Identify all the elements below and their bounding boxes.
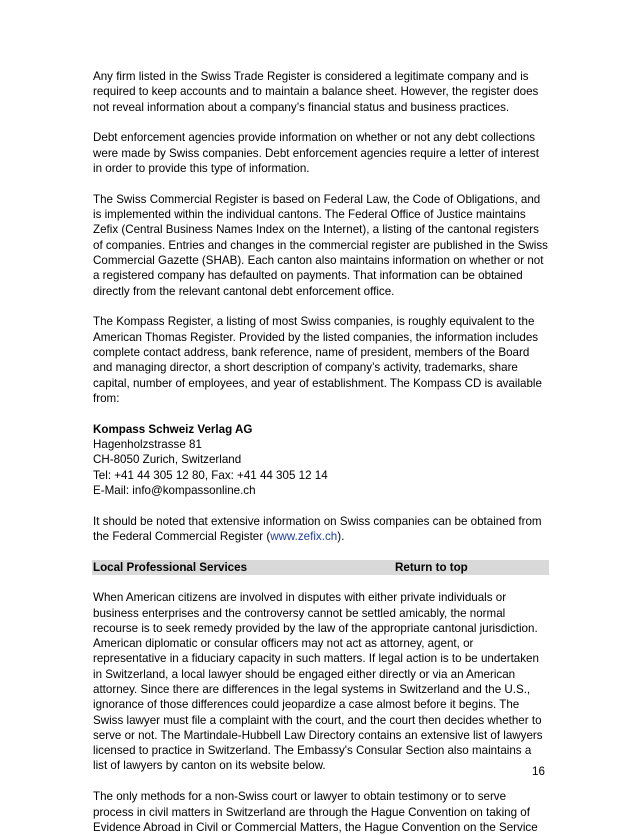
zefix-link[interactable]: www.zefix.ch — [270, 529, 338, 543]
paragraph-line: Any firm listed in the Swiss Trade Register is considered a legitimate company and is — [93, 70, 529, 83]
paragraph-line: business enterprises and the controversy cannot be settled amicably, the normal — [93, 606, 506, 620]
paragraph-line: American diplomatic or consular officers may not act as attorney, agent, or — [93, 637, 474, 651]
paragraph-line: capital, number of employees, and year of establishment. The Kompass CD is available — [93, 376, 542, 390]
paragraph-line: representative in a fiduciary capacity in such matters. If legal action is to be undertaken — [93, 652, 539, 666]
paragraph-line: licensed to practice in Switzerland. The Embassy's Consular Section also maintains a — [93, 744, 532, 758]
paragraph-line: not reveal information about a company’s financial status and business practices. — [93, 100, 510, 114]
paragraph — [93, 69, 546, 115]
address-phone: Tel: +41 44 305 12 80, Fax: +41 44 305 12 14 — [93, 468, 328, 482]
paragraph-line: Evidence Abroad in Civil or Commercial Matters, the Hague Convention on the Service — [93, 820, 538, 834]
paragraph-line: directly from the relevant cantonal debt enforcement office. — [93, 284, 395, 298]
paragraph-line: process in civil matters in Switzerland are through the Hague Convention on taking of — [93, 805, 530, 819]
paragraph — [93, 590, 546, 774]
zefix-line-1: It should be noted that extensive information on Swiss companies can be obtained from — [93, 514, 542, 528]
paragraph-line: a registered company has defaulted on payments. That information can be obtained — [93, 269, 523, 283]
page-number: 16 — [532, 765, 545, 778]
paragraph-line: The only methods for a non-Swiss court or lawyer to obtain testimony or to serve — [93, 790, 507, 804]
paragraph-line: from: — [93, 391, 120, 405]
paragraph-line: is implemented within the individual cantons. The Federal Office of Justice maintains — [93, 208, 526, 222]
paragraph-line: American Thomas Register. Provided by the listed companies, the information includes — [93, 330, 539, 344]
zefix-paragraph — [93, 514, 546, 545]
address-city: CH-8050 Zurich, Switzerland — [93, 453, 242, 467]
address-street: Hagenholzstrasse 81 — [93, 437, 202, 451]
paragraph-line: attorney. Since there are differences in the legal systems in Switzerland and the U.S., — [93, 683, 531, 696]
paragraph-line: recourse is to seek remedy provided by the law of the appropriate cantonal jurisdiction. — [93, 621, 538, 635]
paragraph-line: When American citizens are involved in disputes with either private individuals or — [93, 591, 507, 605]
paragraph-line: and managing director, a short description of company’s activity, trademarks, share — [93, 361, 518, 375]
paragraph-line: serve or not. The Martindale-Hubbell Law Directory contains an extensive list of lawyers — [93, 728, 543, 742]
paragraph — [93, 130, 546, 176]
paragraph-line: The Kompass Register, a listing of most Swiss companies, is roughly equivalent to the — [93, 315, 535, 329]
paragraph-line: in Switzerland, a local lawyer should be engaged either directly or via an American — [93, 667, 516, 681]
paragraph-line: were made by Swiss companies. Debt enforcement agencies require a letter of interest — [93, 146, 539, 160]
paragraph-line: Commercial Gazette (SHAB). Each canton also maintains information on whether or not — [93, 253, 544, 267]
paragraph-line: list of lawyers by canton on its website below. — [93, 759, 326, 773]
paragraph — [93, 314, 546, 406]
address-company: Kompass Schweiz Verlag AG — [93, 422, 253, 436]
zefix-text-before: the Federal Commercial Register ( — [93, 529, 271, 543]
section-header-bar — [92, 560, 549, 575]
return-to-top-link[interactable]: Return to top — [395, 560, 468, 574]
top-paragraphs — [93, 69, 546, 406]
paragraph — [93, 192, 546, 299]
kompass-address-block — [93, 422, 546, 498]
address-email: E-Mail: info@kompassonline.ch — [93, 483, 256, 497]
paragraph-line: of companies. Entries and changes in the commercial register are published in the Swiss — [93, 238, 548, 252]
paragraph-line: required to keep accounts and to maintain a balance sheet. However, the register does — [93, 85, 539, 99]
paragraph-line: Zefix (Central Business Names Index on the Internet), a listing of the cantonal registers — [93, 223, 539, 237]
section-title: Local Professional Services — [93, 560, 248, 574]
zefix-line-2 — [93, 529, 546, 544]
bottom-paragraphs — [93, 590, 546, 835]
paragraph-line: The Swiss Commercial Register is based on Federal Law, the Code of Obligations, and — [93, 192, 541, 206]
paragraph-line: Swiss lawyer must file a complaint with the court, and the court then decides whether to — [93, 713, 542, 727]
paragraph-line: complete contact address, bank reference, name of president, members of the Board — [93, 345, 530, 359]
zefix-text-after: ). — [337, 529, 345, 543]
paragraph-line: ignorance of those differences could jeopardize a case almost before it begins. The — [93, 698, 520, 712]
paragraph — [93, 789, 546, 835]
paragraph-line: in order to provide this type of information. — [93, 161, 310, 175]
paragraph-line: Debt enforcement agencies provide information on whether or not any debt collections — [93, 131, 536, 145]
